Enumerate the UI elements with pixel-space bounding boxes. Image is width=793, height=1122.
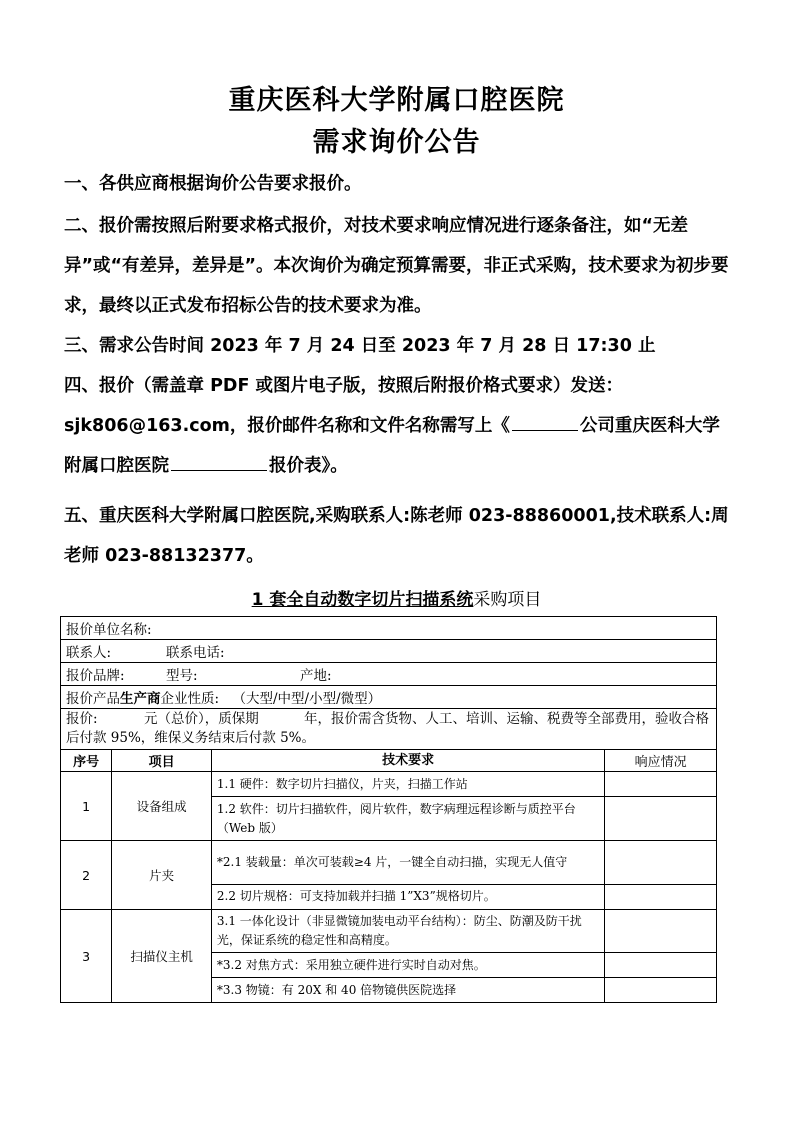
requirement: 2.2 切片规格：可支持加载并扫描 1”X3”规格切片。 xyxy=(211,884,604,909)
requirement: 1.2 软件：切片扫描软件，阅片软件，数字病理远程诊断与质控平台（Web 版） xyxy=(211,797,604,841)
origin-label: 产地: xyxy=(300,668,332,684)
group-num: 2 xyxy=(61,841,112,910)
requirement: *2.1 装载量：单次可装载≥4 片，一键全自动扫描，实现无人值守 xyxy=(211,841,604,885)
row-unit xyxy=(61,617,717,640)
company-blank xyxy=(512,410,578,431)
group-item: 扫描仪主机 xyxy=(112,910,212,1003)
notice-item-2: 二、报价需按照后附要求格式报价，对技术要求响应情况进行逐条备注，如“无差异”或“有差异，差异是”。本次询价为确定预算需要，非正式采购，技术要求为初步要求，最终以正式发布招标公告的技术要求为准。 xyxy=(64,216,729,316)
hospital-title: 重庆医科大学附属口腔医院 xyxy=(228,85,565,116)
table-row xyxy=(61,841,717,885)
col-header-num: 序号 xyxy=(61,750,112,772)
product-label-nature: 企业性质: xyxy=(160,691,220,707)
notice-item-3: 三、需求公告时间 2023 年 7 月 24 日至 2023 年 7 月 28 日 17:30 止 xyxy=(64,336,656,356)
model-label: 型号: xyxy=(166,668,198,684)
response-cell[interactable] xyxy=(605,978,717,1003)
notice-item-4-text-c: 报价表》。 xyxy=(269,456,348,476)
row-contact xyxy=(61,640,717,663)
col-header-response: 响应情况 xyxy=(605,750,717,772)
group-item: 设备组成 xyxy=(112,772,212,841)
column-headers xyxy=(61,750,717,772)
group-num: 1 xyxy=(61,772,112,841)
notice-item-1: 一、各供应商根据询价公告要求报价。 xyxy=(64,174,362,194)
group-item: 片夹 xyxy=(112,841,212,910)
enterprise-size-options: （大型/中型/小型/微型） xyxy=(232,691,382,707)
row-product xyxy=(61,686,717,709)
table-title-main: 1 套全自动数字切片扫描系统 xyxy=(251,590,474,610)
requirement: *3.3 物镜：有 20X 和 40 倍物镜供医院选择 xyxy=(211,978,604,1003)
contact-label: 联系人: xyxy=(66,645,112,661)
project-blank xyxy=(171,450,267,471)
product-label-manufacturer: 生产商 xyxy=(120,691,161,707)
response-cell[interactable] xyxy=(605,772,717,797)
group-num: 3 xyxy=(61,910,112,1003)
response-cell[interactable] xyxy=(605,910,717,953)
notice-item-4-text-a: 四、报价（需盖章 PDF 或图片电子版，按照后附报价格式要求）发送：sjk806@163.com，报价邮件名称和文件名称需写上《 xyxy=(64,376,623,436)
phone-label: 联系电话: xyxy=(166,645,225,661)
response-cell[interactable] xyxy=(605,953,717,978)
table-title-suffix: 采购项目 xyxy=(473,590,542,610)
quote-unit-label: 报价单位名称: xyxy=(61,617,717,640)
notice-title: 需求询价公告 xyxy=(312,127,481,158)
col-header-item: 项目 xyxy=(112,750,212,772)
price-total-warranty: 元（总价），质保期 xyxy=(144,711,259,727)
response-cell[interactable] xyxy=(605,841,717,885)
quotation-table xyxy=(60,616,717,1003)
price-terms: 年，报价需含货物、人工、培训、运输、税费等全部费用，验收合格后付款 95%，维保义务结束后付款 5%。 xyxy=(66,711,709,746)
notice-item-5: 五、重庆医科大学附属口腔医院,采购联系人:陈老师 023-88860001,技术联系人:周老师 023-88132377。 xyxy=(64,506,729,566)
table-row xyxy=(61,772,717,797)
response-cell[interactable] xyxy=(605,884,717,909)
notice-item-4-text-b: 公司重庆医科大学附属口腔医院 xyxy=(64,416,720,476)
price-label: 报价: xyxy=(66,711,98,727)
brand-label: 报价品牌: xyxy=(66,668,125,684)
col-header-req: 技术要求 xyxy=(211,750,604,772)
requirement: 3.1 一体化设计（非显微镜加装电动平台结构）：防尘、防潮及防干扰光，保证系统的稳定性和高精度。 xyxy=(211,910,604,953)
response-cell[interactable] xyxy=(605,797,717,841)
requirement: *3.2 对焦方式：采用独立硬件进行实时自动对焦。 xyxy=(211,953,604,978)
requirement: 1.1 硬件：数字切片扫描仪，片夹，扫描工作站 xyxy=(211,772,604,797)
notice-item-4 xyxy=(64,366,736,486)
row-brand xyxy=(61,663,717,686)
table-title xyxy=(0,585,793,610)
row-price xyxy=(61,709,717,750)
table-row xyxy=(61,910,717,953)
product-label-a: 报价产品 xyxy=(66,691,120,707)
